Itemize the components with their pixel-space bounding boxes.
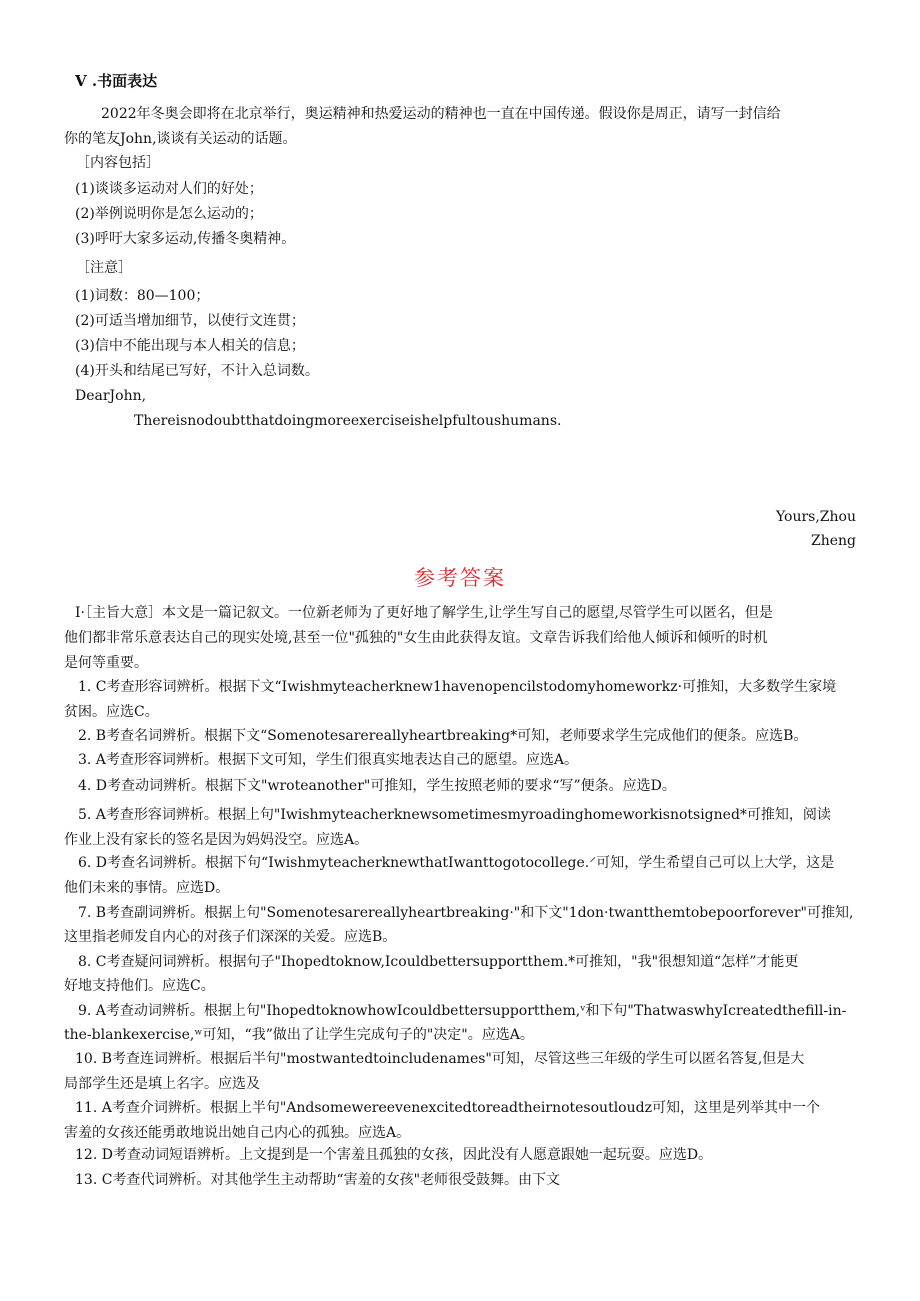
answer-line: 13. C考查代词辨析。对其他学生主动帮助“害羞的女孩"老师很受鼓舞。由下文 (75, 1172, 561, 1188)
answer-line: 他们未来的事情。应选D。 (64, 880, 230, 896)
note-item: (4)开头和结尾已写好，不计入总词数。 (75, 363, 319, 379)
notes-label: ［注意］ (76, 260, 132, 276)
answer-line: 8. C考查疑问词辨析。根据句子"Ihopedtoknow,Icouldbettersupportthem.*可推知，"我"很想知道“怎样”才能更 (78, 954, 799, 970)
answer-line: 这里指老师发自内心的对孩子们深深的关爱。应选B。 (64, 929, 397, 945)
note-item: (2)可适当增加细节，以使行文连贯； (75, 313, 305, 329)
section-heading: V .书面表达 (75, 72, 158, 90)
answer-line: 3. A考查形容词辨析。根据下文可知，学生们很真实地表达自己的愿望。应选A。 (78, 752, 579, 768)
letter-opening: Thereisnodoubtthatdoingmoreexerciseishelpfultoushumans. (134, 413, 562, 429)
answer-line: 9. A考查动词辨析。根据上句"IhopedtoknowhowIcouldbettersupportthem,ᵛ和下句"ThatwaswhyIcreatedthefill-in- (78, 1003, 847, 1019)
note-item: (1)词数：80—100； (75, 288, 210, 304)
answer-line: 12. D考查动词短语辨析。上文提到是一个害羞且孤独的女孩，因此没有人愿意跟她一起玩耍。应选D。 (75, 1147, 713, 1163)
summary-line: 是何等重要。 (64, 655, 148, 671)
content-item: (3)呼吁大家多运动,传播冬奥精神。 (75, 231, 296, 247)
content-item: (1)谈谈多运动对人们的好处； (75, 181, 263, 197)
answer-line: 5. A考查形容词辨析。根据上句"Iwishmyteacherknewsometimesmyroadinghomeworkisnotsigned*可推知，阅读 (78, 807, 831, 823)
answer-line: 好地支持他们。应选C。 (64, 978, 215, 994)
note-item: (3)信中不能出现与本人相关的信息； (75, 338, 305, 354)
prompt-line: 你的笔友John,谈谈有关运动的话题。 (64, 131, 297, 147)
letter-salutation: DearJohn, (75, 388, 147, 404)
answer-line: 4. D考查动词辨析。根据下文"wroteanother"可推知，学生按照老师的要求“写”便条。应选D。 (78, 778, 676, 794)
content-item: (2)举例说明你是怎么运动的； (75, 206, 263, 222)
answer-line: 7. B考查副词辨析。根据上句"Somenotesarereallyheartbreaking·"和下文"1don·twantthemtobepoorforever"可推知, (78, 905, 854, 921)
content-label: ［内容包括］ (76, 155, 160, 171)
answer-line: the-blankexercise,ʷ可知，“我”做出了让学生完成句子的"决定"。应选A。 (64, 1027, 534, 1043)
answer-line: 1. C考查形容词辨析。根据下文“Iwishmyteacherknew1havenopencilstodomyhomeworkᴢ·可推知，大多数学生家境 (78, 679, 837, 695)
answer-line: 局部学生还是填上名字。应选及 (64, 1076, 260, 1092)
answer-line: 贫困。应选C。 (64, 704, 159, 720)
answer-line: 6. D考查名词辨析。根据下句“IwishmyteacherknewthatIwanttogotocollege.⸍可知，学生希望自己可以上大学，这是 (78, 855, 835, 871)
answer-line: 11. A考查介词辨析。根据上半句"Andsomewereevenexcitedtoreadtheirnotesoutloudᴢ可知，这里是列举其中一个 (75, 1100, 820, 1116)
letter-closing: Zheng (810, 533, 856, 549)
summary-line: 他们都非常乐意表达自己的现实处境,甚至一位"孤独的"女生由此获得友谊。文章告诉我们给他人倾诉和倾听的时机 (64, 630, 768, 646)
prompt-line: 2022年冬奥会即将在北京举行，奥运精神和热爱运动的精神也一直在中国传递。假设你是周正，请写一封信给 (101, 106, 781, 122)
answer-line: 害羞的女孩还能勇敢地说出她自己内心的孤独。应选A。 (64, 1125, 411, 1141)
answer-line: 作业上没有家长的签名是因为妈妈没空。应选A。 (64, 832, 369, 848)
summary-line: I·［主旨大意］本文是一篇记叙文。一位新老师为了更好地了解学生,让学生写自己的愿望,尽管学生可以匿名，但是 (75, 605, 773, 621)
answer-line: 10. B考查连词辨析。根据后半句"mostwantedtoincludenames"可知，尽管这些三年级的学生可以匿名答复,但是大 (75, 1051, 805, 1067)
answers-title: 参考答案 (414, 566, 506, 590)
letter-closing: Yours,Zhou (776, 509, 856, 525)
answer-line: 2. B考查名词辨析。根据下文“Somenotesarereallyheartbreaking*可知，老师要求学生完成他们的便条。应选B。 (78, 728, 808, 744)
